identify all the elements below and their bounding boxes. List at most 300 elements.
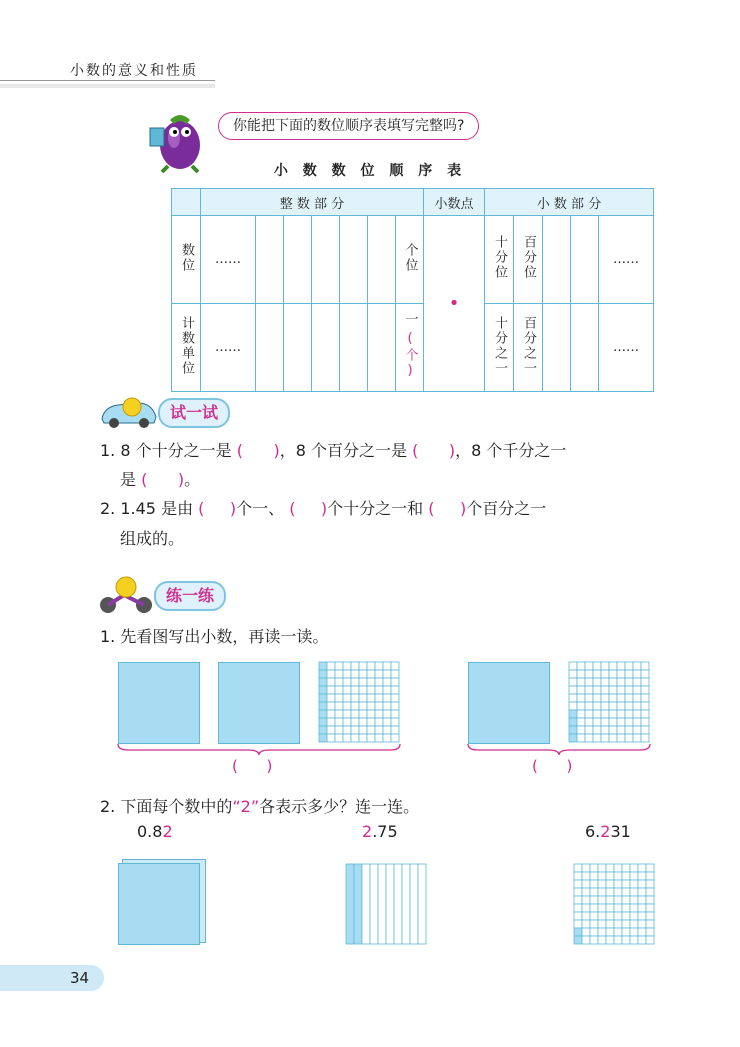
grid-cell bbox=[614, 880, 622, 888]
grid-cell bbox=[327, 718, 335, 726]
try-question-1-line1 bbox=[100, 437, 566, 465]
grid-cell bbox=[630, 880, 638, 888]
filled-cell bbox=[569, 734, 577, 742]
grid-cell bbox=[601, 662, 609, 670]
number-0-82[interactable]: 0.82 bbox=[137, 822, 173, 841]
grid-cell bbox=[335, 662, 343, 670]
grid-cell bbox=[367, 694, 375, 702]
grid-cell bbox=[391, 678, 399, 686]
grid-cell bbox=[601, 686, 609, 694]
grid-cell bbox=[601, 670, 609, 678]
grid-cell bbox=[590, 936, 598, 944]
grid-cell bbox=[609, 670, 617, 678]
grid-cell bbox=[593, 686, 601, 694]
grid-cell bbox=[367, 702, 375, 710]
filled-cell bbox=[319, 710, 327, 718]
grid-cell bbox=[391, 694, 399, 702]
grid-cell bbox=[601, 734, 609, 742]
grid-cell bbox=[351, 710, 359, 718]
grid-cell bbox=[609, 662, 617, 670]
grid-cell bbox=[593, 710, 601, 718]
tenths-place-label: 十分位 bbox=[492, 235, 507, 280]
grid-cell bbox=[351, 702, 359, 710]
blank-cell[interactable] bbox=[571, 216, 599, 304]
grid-cell bbox=[582, 928, 590, 936]
grid-cell bbox=[590, 896, 598, 904]
grid-cell bbox=[383, 662, 391, 670]
grid-cell bbox=[359, 702, 367, 710]
grid-cell bbox=[590, 920, 598, 928]
grid-cell bbox=[577, 718, 585, 726]
grid-cell bbox=[622, 880, 630, 888]
grid-cell bbox=[606, 896, 614, 904]
grid-cell bbox=[335, 694, 343, 702]
grid-cell bbox=[598, 896, 606, 904]
grid-cell bbox=[633, 702, 641, 710]
grid-cell bbox=[630, 928, 638, 936]
hundred-grid-partial bbox=[318, 661, 400, 743]
grid-cell bbox=[630, 872, 638, 880]
grid-cell bbox=[646, 872, 654, 880]
grid-cell bbox=[367, 662, 375, 670]
filled-cell bbox=[319, 686, 327, 694]
grid-cell bbox=[569, 662, 577, 670]
grid-cell bbox=[601, 710, 609, 718]
grid-cell bbox=[383, 734, 391, 742]
grid-cell bbox=[614, 920, 622, 928]
grid-cell bbox=[375, 702, 383, 710]
answer-blank[interactable]: ( ) bbox=[198, 499, 237, 518]
motorbike-mascot-icon bbox=[96, 575, 156, 615]
grid-cell bbox=[582, 872, 590, 880]
grid-cell bbox=[359, 662, 367, 670]
grid-cell bbox=[633, 734, 641, 742]
grid-cell bbox=[601, 718, 609, 726]
grid-cell bbox=[327, 734, 335, 742]
tenths-strip-grid[interactable] bbox=[345, 863, 427, 945]
header-integer-part: 整 数 部 分 bbox=[201, 189, 424, 216]
filled-cell bbox=[319, 718, 327, 726]
grid-cell bbox=[601, 678, 609, 686]
ones-unit-fill: (个) bbox=[402, 330, 418, 380]
grid-cell bbox=[327, 678, 335, 686]
grid-cell bbox=[383, 694, 391, 702]
grid-cell bbox=[375, 662, 383, 670]
filled-cell bbox=[319, 662, 327, 670]
grid-cell bbox=[585, 710, 593, 718]
grid-cell bbox=[577, 710, 585, 718]
grid-cell bbox=[383, 718, 391, 726]
try-question-2-line2: 组成的。 bbox=[120, 529, 185, 548]
grid-cell bbox=[590, 904, 598, 912]
grid-cell bbox=[343, 662, 351, 670]
grid-cell bbox=[585, 662, 593, 670]
grid-cell bbox=[617, 678, 625, 686]
blank-cell[interactable] bbox=[571, 304, 599, 392]
grid-cell bbox=[622, 936, 630, 944]
grid-cell bbox=[646, 912, 654, 920]
page-header-title: 小数的意义和性质 bbox=[70, 63, 198, 79]
grid-cell bbox=[327, 726, 335, 734]
grid-cell bbox=[590, 864, 598, 872]
grid-cell bbox=[638, 936, 646, 944]
grid-cell bbox=[359, 710, 367, 718]
grid-cell bbox=[606, 912, 614, 920]
cell-ellipsis: …… bbox=[599, 304, 654, 392]
answer-blank[interactable]: ( ) bbox=[289, 499, 328, 518]
grid-cell bbox=[622, 928, 630, 936]
grid-cell bbox=[593, 718, 601, 726]
grid-cell bbox=[598, 912, 606, 920]
filled-cell bbox=[319, 670, 327, 678]
grid-cell bbox=[359, 694, 367, 702]
grid-cell bbox=[585, 686, 593, 694]
grid-cell bbox=[402, 864, 410, 944]
grid-cell bbox=[622, 864, 630, 872]
practice-question-1: 1. 先看图写出小数，再读一读。 bbox=[100, 627, 329, 646]
car-mascot-icon bbox=[98, 393, 158, 429]
grid-cell bbox=[335, 726, 343, 734]
grid-cell bbox=[614, 936, 622, 944]
grid-cell bbox=[343, 710, 351, 718]
grid-cell bbox=[630, 912, 638, 920]
grid-cell bbox=[577, 686, 585, 694]
blank-cell[interactable] bbox=[256, 216, 284, 304]
grid-cell bbox=[625, 726, 633, 734]
grid-cell bbox=[367, 734, 375, 742]
grid-cell bbox=[641, 734, 649, 742]
header-decimal-point: 小数点 bbox=[424, 189, 485, 216]
grid-cell bbox=[625, 670, 633, 678]
grid-cell bbox=[646, 896, 654, 904]
answer-blank[interactable]: ( ) bbox=[412, 441, 456, 460]
blank-cell[interactable] bbox=[368, 304, 396, 392]
q-text: ，8 个千分之一 bbox=[455, 441, 567, 460]
q-text: 个十分之一和 bbox=[327, 499, 424, 518]
grid-cell bbox=[630, 920, 638, 928]
grid-cell bbox=[593, 734, 601, 742]
grid-cell bbox=[641, 694, 649, 702]
blank-cell[interactable] bbox=[312, 216, 340, 304]
grid-cell bbox=[367, 726, 375, 734]
grid-cell bbox=[378, 864, 386, 944]
grid-cell bbox=[593, 678, 601, 686]
grid-cell bbox=[335, 678, 343, 686]
grid-cell bbox=[359, 734, 367, 742]
answer-blank[interactable]: ( ) bbox=[141, 470, 185, 489]
whole-square bbox=[218, 662, 300, 744]
grid-cell bbox=[359, 686, 367, 694]
grid-cell bbox=[574, 872, 582, 880]
grid-cell bbox=[598, 904, 606, 912]
grid-cell bbox=[609, 702, 617, 710]
grid-cell bbox=[383, 686, 391, 694]
practice-question-2 bbox=[100, 793, 419, 821]
grid-cell bbox=[375, 678, 383, 686]
grid-cell bbox=[574, 888, 582, 896]
grid-cell bbox=[606, 888, 614, 896]
grid-cell bbox=[633, 662, 641, 670]
grid-cell bbox=[617, 702, 625, 710]
grid-cell bbox=[625, 662, 633, 670]
grid-cell bbox=[609, 686, 617, 694]
grid-cell bbox=[614, 896, 622, 904]
grid-cell bbox=[569, 670, 577, 678]
blank-cell[interactable] bbox=[543, 216, 571, 304]
grid-cell bbox=[622, 904, 630, 912]
grid-cell bbox=[375, 734, 383, 742]
grid-cell bbox=[646, 936, 654, 944]
grid-cell bbox=[633, 718, 641, 726]
speech-bubble: 你能把下面的数位顺序表填写完整吗? bbox=[218, 112, 479, 140]
grid-cell bbox=[574, 880, 582, 888]
grid-cell bbox=[351, 670, 359, 678]
grid-cell bbox=[343, 702, 351, 710]
grid-cell bbox=[625, 694, 633, 702]
grid-cell bbox=[638, 928, 646, 936]
hundred-grid-partial bbox=[568, 661, 650, 743]
section-label-try: 试一试 bbox=[158, 398, 230, 428]
grid-cell bbox=[367, 710, 375, 718]
grid-cell bbox=[625, 702, 633, 710]
grid-cell bbox=[585, 718, 593, 726]
grid-cell bbox=[606, 880, 614, 888]
grid-cell bbox=[638, 880, 646, 888]
grid-cell bbox=[590, 888, 598, 896]
grid-cell bbox=[646, 864, 654, 872]
grid-cell bbox=[641, 670, 649, 678]
grid-cell bbox=[646, 920, 654, 928]
grid-cell bbox=[391, 710, 399, 718]
grid-cell bbox=[327, 662, 335, 670]
grid-cell bbox=[585, 694, 593, 702]
grid-cell bbox=[351, 718, 359, 726]
grid-cell bbox=[577, 734, 585, 742]
grid-cell bbox=[577, 694, 585, 702]
grid-cell bbox=[343, 718, 351, 726]
grid-cell bbox=[375, 726, 383, 734]
filled-cell bbox=[319, 678, 327, 686]
grid-cell bbox=[343, 694, 351, 702]
blank-cell[interactable] bbox=[256, 304, 284, 392]
grid-cell bbox=[641, 710, 649, 718]
grid-cell bbox=[641, 678, 649, 686]
grid-cell bbox=[609, 694, 617, 702]
blank-cell[interactable] bbox=[340, 216, 368, 304]
filled-cell bbox=[574, 928, 582, 936]
page-number: 34 bbox=[0, 965, 104, 991]
number-2-75[interactable]: 2.75 bbox=[362, 822, 398, 841]
ones-place-label: 个位 bbox=[402, 242, 418, 273]
grid-cell bbox=[391, 726, 399, 734]
grid-cell bbox=[590, 880, 598, 888]
grid-cell bbox=[606, 904, 614, 912]
grid-cell bbox=[638, 920, 646, 928]
grid-cell bbox=[646, 928, 654, 936]
q-text: 各表示多少？连一连。 bbox=[259, 797, 420, 816]
grid-cell bbox=[383, 710, 391, 718]
grid-cell bbox=[622, 920, 630, 928]
table-title: 小 数 数 位 顺 序 表 bbox=[273, 163, 467, 179]
grid-cell bbox=[343, 726, 351, 734]
grid-cell bbox=[327, 694, 335, 702]
decimal-point-mark: • bbox=[424, 216, 485, 392]
number-6-231[interactable]: 6.231 bbox=[585, 822, 631, 841]
row-label-unit: 计数单位 bbox=[179, 315, 194, 376]
grid-cell bbox=[410, 864, 418, 944]
grid-cell bbox=[359, 678, 367, 686]
grid-cell bbox=[614, 872, 622, 880]
grid-cell bbox=[335, 702, 343, 710]
grid-cell bbox=[609, 734, 617, 742]
grid-cell bbox=[641, 662, 649, 670]
grid-cell bbox=[569, 702, 577, 710]
grid-cell bbox=[625, 718, 633, 726]
grid-cell bbox=[391, 718, 399, 726]
grid-cell bbox=[633, 710, 641, 718]
grid-cell bbox=[577, 702, 585, 710]
grid-cell bbox=[633, 670, 641, 678]
grid-cell bbox=[582, 880, 590, 888]
answer-paren-1[interactable]: ( ) bbox=[232, 757, 273, 775]
grid-cell bbox=[569, 678, 577, 686]
grid-cell bbox=[574, 904, 582, 912]
grid-cell bbox=[582, 896, 590, 904]
blank-cell[interactable] bbox=[312, 304, 340, 392]
grid-cell bbox=[606, 928, 614, 936]
grid-cell bbox=[585, 678, 593, 686]
q-text: 个一、 bbox=[236, 499, 285, 518]
grid-cell bbox=[418, 864, 426, 944]
grid-cell bbox=[375, 670, 383, 678]
answer-blank[interactable]: ( ) bbox=[236, 441, 280, 460]
grid-cell bbox=[585, 726, 593, 734]
grid-cell bbox=[327, 710, 335, 718]
cell-ellipsis: …… bbox=[599, 216, 654, 304]
brace-group-2 bbox=[466, 742, 652, 756]
grid-cell bbox=[375, 718, 383, 726]
q-text: 2. 下面每个数中的 bbox=[100, 797, 233, 816]
blank-cell[interactable] bbox=[368, 216, 396, 304]
grid-cell bbox=[574, 912, 582, 920]
q-highlight: “2” bbox=[232, 797, 260, 816]
try-question-2-line1 bbox=[100, 495, 546, 523]
grid-cell bbox=[383, 678, 391, 686]
grid-cell bbox=[590, 928, 598, 936]
brace-group-1 bbox=[116, 742, 402, 756]
grid-cell bbox=[625, 686, 633, 694]
answer-paren-2[interactable]: ( ) bbox=[532, 757, 573, 775]
grid-cell bbox=[577, 678, 585, 686]
grid-cell bbox=[598, 936, 606, 944]
blank-cell[interactable] bbox=[543, 304, 571, 392]
grid-cell bbox=[343, 670, 351, 678]
grid-cell bbox=[606, 920, 614, 928]
grid-cell bbox=[582, 904, 590, 912]
grid-cell bbox=[622, 888, 630, 896]
grid-cell bbox=[351, 662, 359, 670]
blank-cell[interactable] bbox=[284, 304, 312, 392]
grid-cell bbox=[630, 936, 638, 944]
whole-square-match[interactable] bbox=[118, 863, 200, 945]
q-text: 1. 8 个十分之一是 bbox=[100, 441, 232, 460]
grid-cell bbox=[391, 686, 399, 694]
grid-cell bbox=[638, 888, 646, 896]
q-text: ，8 个百分之一是 bbox=[279, 441, 408, 460]
grid-cell bbox=[633, 686, 641, 694]
q-text: 。 bbox=[184, 470, 201, 489]
grid-cell bbox=[582, 936, 590, 944]
grid-cell bbox=[617, 686, 625, 694]
cell-ellipsis: …… bbox=[201, 216, 256, 304]
filled-cell bbox=[574, 936, 582, 944]
filled-cell bbox=[569, 726, 577, 734]
grid-cell bbox=[351, 726, 359, 734]
grid-cell bbox=[359, 726, 367, 734]
grid-cell bbox=[638, 896, 646, 904]
grid-cell bbox=[585, 670, 593, 678]
grid-cell bbox=[577, 662, 585, 670]
table-corner bbox=[172, 189, 201, 216]
grid-cell bbox=[598, 928, 606, 936]
grid-cell bbox=[574, 896, 582, 904]
grid-cell bbox=[335, 710, 343, 718]
grid-cell bbox=[351, 678, 359, 686]
grid-cell bbox=[367, 686, 375, 694]
grid-cell bbox=[641, 718, 649, 726]
answer-blank[interactable]: ( ) bbox=[428, 499, 467, 518]
whole-square bbox=[118, 662, 200, 744]
grid-cell bbox=[622, 896, 630, 904]
grid-cell bbox=[574, 864, 582, 872]
grid-cell bbox=[622, 912, 630, 920]
blank-cell[interactable] bbox=[284, 216, 312, 304]
grid-cell bbox=[585, 734, 593, 742]
grid-cell bbox=[646, 880, 654, 888]
grid-cell bbox=[630, 864, 638, 872]
filled-cell bbox=[319, 726, 327, 734]
header-rule-shadow bbox=[0, 84, 215, 88]
filled-cell bbox=[569, 710, 577, 718]
grid-cell bbox=[327, 670, 335, 678]
grid-cell bbox=[582, 888, 590, 896]
grid-cell bbox=[335, 670, 343, 678]
section-label-practice: 练一练 bbox=[154, 581, 226, 611]
grid-cell bbox=[614, 904, 622, 912]
hundredths-grid[interactable] bbox=[573, 863, 655, 945]
grid-cell bbox=[335, 718, 343, 726]
grid-cell bbox=[638, 904, 646, 912]
grid-cell bbox=[625, 734, 633, 742]
grid-cell bbox=[609, 718, 617, 726]
grid-cell bbox=[609, 726, 617, 734]
tenths-unit-label: 十分之一 bbox=[492, 315, 507, 376]
grid-cell bbox=[638, 872, 646, 880]
grid-cell bbox=[617, 694, 625, 702]
blank-cell[interactable] bbox=[340, 304, 368, 392]
grid-cell bbox=[590, 872, 598, 880]
grid-cell bbox=[582, 912, 590, 920]
grid-cell bbox=[622, 872, 630, 880]
grid-cell bbox=[367, 678, 375, 686]
grid-cell bbox=[383, 670, 391, 678]
q-text: 个百分之一 bbox=[466, 499, 547, 518]
grid-cell bbox=[601, 702, 609, 710]
grid-cell bbox=[606, 936, 614, 944]
grid-cell bbox=[617, 726, 625, 734]
grid-cell bbox=[630, 888, 638, 896]
grid-cell bbox=[617, 734, 625, 742]
